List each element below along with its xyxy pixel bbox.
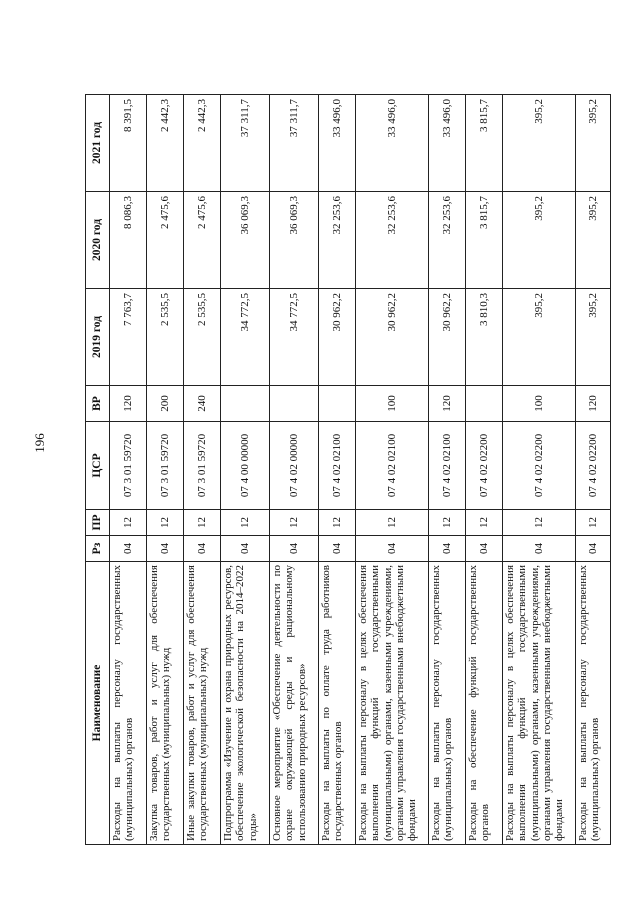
- cell-2020: 32 253,6: [319, 192, 356, 289]
- cell-2021: 395,2: [503, 95, 576, 192]
- cell-csr: 07 4 00 00000: [221, 422, 270, 510]
- cell-rz: 04: [221, 536, 270, 562]
- cell-vr: 120: [576, 386, 611, 422]
- cell-2019: 34 772,5: [270, 289, 319, 386]
- cell-csr: 07 4 02 02100: [319, 422, 356, 510]
- cell-name: Закупка товаров, работ и услуг для обеспечения государственных (муниципальных) нужд: [147, 562, 184, 845]
- cell-pr: 12: [356, 510, 429, 536]
- cell-name: Подпрограмма «Изучение и охрана природных ресурсов, обеспечение экологической безопасности на 2014–2022 годы»: [221, 562, 270, 845]
- table-row: [110, 95, 147, 845]
- cell-vr: 100: [503, 386, 576, 422]
- cell-2021: 33 496,0: [356, 95, 429, 192]
- cell-rz: 04: [147, 536, 184, 562]
- cell-vr: 100: [356, 386, 429, 422]
- cell-name: Расходы на выплаты персоналу государственных (муниципальных) органов: [429, 562, 466, 845]
- cell-name: Расходы на выплаты персоналу государственных (муниципальных) органов: [110, 562, 147, 845]
- cell-2021: 37 311,7: [270, 95, 319, 192]
- cell-csr: 07 4 02 02200: [466, 422, 503, 510]
- cell-2020: 32 253,6: [356, 192, 429, 289]
- cell-name: Расходы на выплаты персоналу государственных (муниципальных) органов: [576, 562, 611, 845]
- cell-name: Расходы на выплаты по оплате труда работников государственных органов: [319, 562, 356, 845]
- cell-vr: 120: [110, 386, 147, 422]
- cell-2020: 3 815,7: [466, 192, 503, 289]
- cell-2020: 8 086,3: [110, 192, 147, 289]
- cell-pr: 12: [270, 510, 319, 536]
- cell-pr: 12: [466, 510, 503, 536]
- cell-2019: 30 962,2: [319, 289, 356, 386]
- table-row: [184, 95, 221, 845]
- cell-2019: 3 810,3: [466, 289, 503, 386]
- cell-2019: 30 962,2: [429, 289, 466, 386]
- header-2019: 2019 год: [86, 289, 110, 386]
- cell-2020: 36 069,3: [221, 192, 270, 289]
- cell-rz: 04: [184, 536, 221, 562]
- cell-2021: 37 311,7: [221, 95, 270, 192]
- table-row: [466, 95, 503, 845]
- cell-vr: [221, 386, 270, 422]
- cell-rz: 04: [356, 536, 429, 562]
- cell-2020: 32 253,6: [429, 192, 466, 289]
- page-number: 196: [32, 433, 47, 453]
- table-row: [270, 95, 319, 845]
- cell-2019: 30 962,2: [356, 289, 429, 386]
- cell-vr: [466, 386, 503, 422]
- header-2020: 2020 год: [86, 192, 110, 289]
- budget-table-sheet: [85, 95, 602, 845]
- cell-2020: 395,2: [503, 192, 576, 289]
- cell-2019: 395,2: [576, 289, 611, 386]
- table-row: [576, 95, 611, 845]
- cell-csr: 07 3 01 59720: [184, 422, 221, 510]
- cell-csr: 07 4 02 00000: [270, 422, 319, 510]
- cell-pr: 12: [221, 510, 270, 536]
- header-pr: ПР: [86, 510, 110, 536]
- cell-2021: 33 496,0: [319, 95, 356, 192]
- cell-2021: 3 815,7: [466, 95, 503, 192]
- cell-pr: 12: [147, 510, 184, 536]
- cell-name: Расходы на выплаты персоналу в целях обеспечения выполнения функций государственными (муниципальными) органами, казенными учреждениями, органами управления государственными внебюджетными фондами: [503, 562, 576, 845]
- cell-rz: 04: [503, 536, 576, 562]
- cell-2021: 8 391,5: [110, 95, 147, 192]
- table-row: [319, 95, 356, 845]
- table-row: [221, 95, 270, 845]
- cell-name: Основное мероприятие «Обеспечение деятельности по охране окружающей среды и рациональному использованию природных ресурсов»: [270, 562, 319, 845]
- cell-2020: 36 069,3: [270, 192, 319, 289]
- budget-table: [85, 94, 611, 845]
- cell-vr: [319, 386, 356, 422]
- cell-pr: 12: [319, 510, 356, 536]
- header-2021: 2021 год: [86, 95, 110, 192]
- header-vr: ВР: [86, 386, 110, 422]
- cell-vr: [270, 386, 319, 422]
- cell-rz: 04: [429, 536, 466, 562]
- cell-vr: 240: [184, 386, 221, 422]
- cell-2021: 33 496,0: [429, 95, 466, 192]
- cell-2019: 34 772,5: [221, 289, 270, 386]
- table-row: [356, 95, 429, 845]
- cell-csr: 07 4 02 02100: [429, 422, 466, 510]
- cell-csr: 07 3 01 59720: [110, 422, 147, 510]
- cell-name: Расходы на выплаты персоналу в целях обеспечения выполнения функций государственными (муниципальными) органами, казенными учреждениями, органами управления государственными внебюджетными фондами: [356, 562, 429, 845]
- cell-2021: 395,2: [576, 95, 611, 192]
- cell-pr: 12: [503, 510, 576, 536]
- cell-2020: 2 475,6: [147, 192, 184, 289]
- cell-rz: 04: [110, 536, 147, 562]
- cell-csr: 07 4 02 02100: [356, 422, 429, 510]
- table-header-row: [86, 95, 110, 845]
- cell-rz: 04: [466, 536, 503, 562]
- cell-rz: 04: [319, 536, 356, 562]
- cell-2019: 395,2: [503, 289, 576, 386]
- cell-2020: 2 475,6: [184, 192, 221, 289]
- rotated-table-container: [85, 95, 602, 845]
- cell-name: Расходы на обеспечение функций государственных органов: [466, 562, 503, 845]
- cell-pr: 12: [184, 510, 221, 536]
- cell-2019: 7 763,7: [110, 289, 147, 386]
- cell-csr: 07 4 02 02200: [503, 422, 576, 510]
- header-rz: Рз: [86, 536, 110, 562]
- cell-vr: 120: [429, 386, 466, 422]
- cell-vr: 200: [147, 386, 184, 422]
- cell-rz: 04: [576, 536, 611, 562]
- cell-pr: 12: [429, 510, 466, 536]
- cell-csr: 07 4 02 02200: [576, 422, 611, 510]
- header-csr: ЦСР: [86, 422, 110, 510]
- cell-2020: 395,2: [576, 192, 611, 289]
- table-row: [429, 95, 466, 845]
- cell-2019: 2 535,5: [184, 289, 221, 386]
- cell-2019: 2 535,5: [147, 289, 184, 386]
- cell-name: Иные закупки товаров, работ и услуг для обеспечения государственных (муниципальных) нужд: [184, 562, 221, 845]
- cell-2021: 2 442,3: [147, 95, 184, 192]
- table-row: [147, 95, 184, 845]
- header-name: Наименование: [86, 562, 110, 845]
- table-row: [503, 95, 576, 845]
- cell-pr: 12: [110, 510, 147, 536]
- cell-pr: 12: [576, 510, 611, 536]
- cell-rz: 04: [270, 536, 319, 562]
- cell-csr: 07 3 01 59720: [147, 422, 184, 510]
- cell-2021: 2 442,3: [184, 95, 221, 192]
